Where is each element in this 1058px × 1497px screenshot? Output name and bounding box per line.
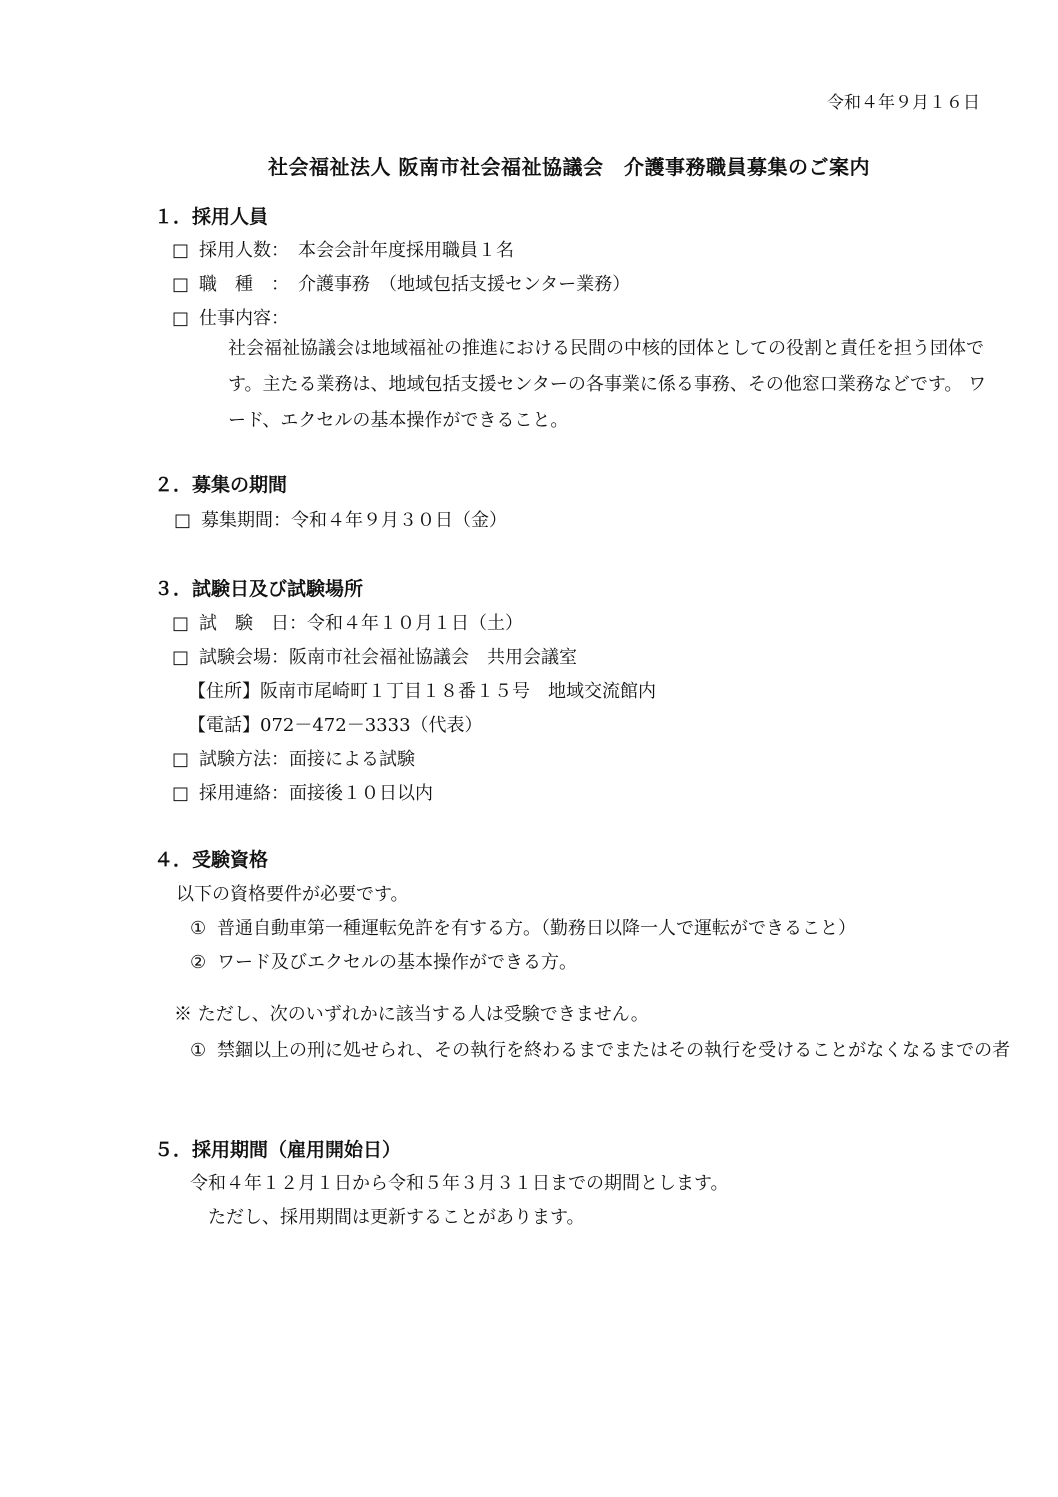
disqualification-note: ※ ただし、次のいずれかに該当する人は受験できません。 bbox=[174, 1004, 649, 1025]
section-heading-qualification: ４．受験資格 bbox=[154, 849, 269, 871]
checkbox-icon: □ bbox=[172, 783, 190, 804]
checkbox-icon: □ bbox=[172, 613, 190, 634]
checkbox-icon: □ bbox=[172, 308, 190, 329]
disqualification-item bbox=[190, 1034, 1013, 1068]
employment-renewal-text: ただし、採用期間は更新することがあります。 bbox=[208, 1207, 585, 1228]
qualification-item bbox=[190, 914, 856, 940]
item-text: 普通自動車第一種運転免許を有する方。（勤務日以降一人で運転ができること） bbox=[217, 918, 856, 939]
venue-phone: 【電話】072－472－3333（代表） bbox=[188, 715, 483, 736]
item-text: 禁錮以上の刑に処せられ、その執行を終わるまでまたはその執行を受けることがなくなるまでの者 bbox=[217, 1040, 1011, 1061]
item-text: 職 種 ： 介護事務 （地域包括支援センター業務） bbox=[199, 274, 631, 295]
exam-venue-item bbox=[172, 643, 577, 669]
document-date: 令和４年９月１６日 bbox=[827, 93, 980, 113]
qualification-item bbox=[190, 948, 577, 974]
job-content-item bbox=[172, 304, 289, 330]
item-text: 募集期間：令和４年９月３０日（金） bbox=[201, 510, 507, 531]
item-text: 試験方法：面接による試験 bbox=[199, 749, 415, 770]
section-heading-period: ２．募集の期間 bbox=[154, 474, 288, 496]
item-text: 採用連絡：面接後１０日以内 bbox=[199, 783, 433, 804]
document-title: 社会福祉法人 阪南市社会福祉協議会 介護事務職員募集のご案内 bbox=[268, 155, 870, 179]
job-description-paragraph: 社会福祉協議会は地域福祉の推進における民間の中核的団体としての役割と責任を担う団体です。主たる業務は、地域包括支援センターの各事業に係る事務、その他窓口業務などです。 ワード、エクセルの基本操作ができること。 bbox=[228, 338, 987, 431]
item-text: 試験会場：阪南市社会福祉協議会 共用会議室 bbox=[199, 647, 577, 668]
item-text: 採用人数： 本会会計年度採用職員１名 bbox=[199, 240, 514, 261]
checkbox-icon: □ bbox=[172, 647, 190, 668]
circled-number-icon: ② bbox=[190, 952, 207, 973]
checkbox-icon: □ bbox=[172, 240, 190, 261]
qualification-intro: 以下の資格要件が必要です。 bbox=[176, 884, 409, 905]
item-text: 仕事内容： bbox=[199, 308, 289, 329]
venue-address: 【住所】阪南市尾崎町１丁目１８番１５号 地域交流館内 bbox=[188, 681, 656, 702]
section-heading-exam: ３．試験日及び試験場所 bbox=[154, 578, 364, 600]
job-type-item bbox=[172, 270, 630, 296]
exam-method-item bbox=[172, 745, 415, 771]
exam-date-item bbox=[172, 609, 523, 635]
result-contact-item bbox=[172, 779, 433, 805]
employment-period-text: 令和４年１２月１日から令和５年３月３１日までの期間とします。 bbox=[190, 1173, 729, 1194]
recruitment-count-item bbox=[172, 236, 514, 262]
item-text: 試 験 日：令和４年１０月１日（土） bbox=[199, 613, 523, 634]
section-heading-recruitment: １．採用人員 bbox=[154, 206, 269, 228]
circled-number-icon: ① bbox=[190, 918, 207, 939]
checkbox-icon: □ bbox=[172, 274, 190, 295]
checkbox-icon: □ bbox=[172, 749, 190, 770]
checkbox-icon: □ bbox=[174, 510, 192, 531]
application-period-item bbox=[174, 506, 507, 532]
circled-number-icon: ① bbox=[190, 1040, 207, 1061]
section-heading-employment-period: ５．採用期間（雇用開始日） bbox=[154, 1139, 402, 1161]
item-text: ワード及びエクセルの基本操作ができる方。 bbox=[217, 952, 577, 973]
